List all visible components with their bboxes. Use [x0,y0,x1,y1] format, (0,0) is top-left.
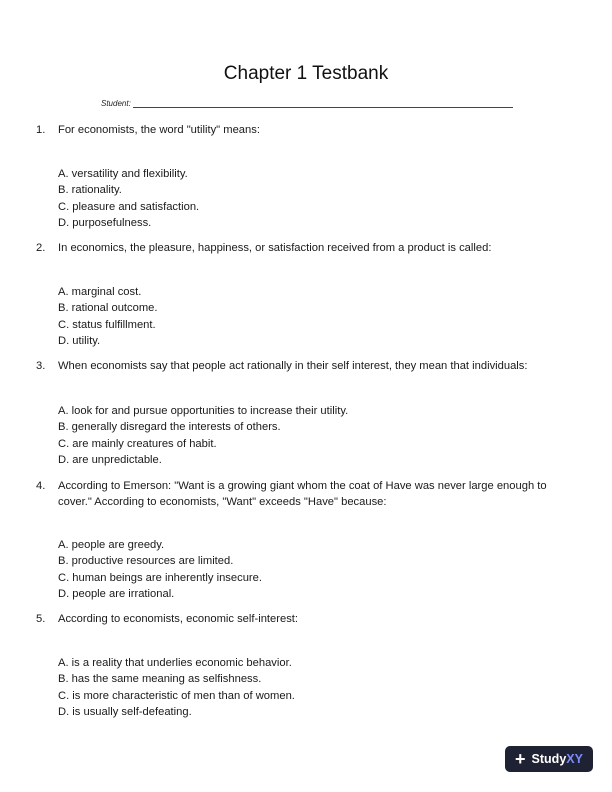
question-number: 3. [36,360,46,372]
question-stem: In economics, the pleasure, happiness, or satisfaction received from a product is called: [58,242,492,254]
answer-option[interactable]: B. generally disregard the interests of others. [58,421,281,434]
question-stem: According to Emerson: "Want is a growing giant whom the coat of Have was never large enough to cover." According to economists, "Want" exceeds "Have" because: [58,480,547,508]
answer-option[interactable]: C. status fulfillment. [58,318,156,331]
question-2-options [58,284,158,349]
brand-accent: XY [566,752,583,766]
answer-option[interactable]: C. is more characteristic of men than of women. [58,689,295,702]
question-1 [36,123,576,139]
question-5-options [58,655,295,720]
brand-main: Study [531,752,567,766]
question-number: 5. [36,613,46,625]
question-4 [36,479,576,510]
answer-option[interactable]: D. is usually self-defeating. [58,705,192,718]
brand-name [532,752,583,766]
student-label: Student: [101,99,131,108]
plus-icon: + [515,749,526,769]
answer-option[interactable]: A. marginal cost. [58,286,142,298]
question-stem: According to economists, economic self-interest: [58,613,299,625]
question-5 [36,612,576,628]
answer-option[interactable]: A. people are greedy. [58,539,165,551]
answer-option[interactable]: B. rational outcome. [58,302,158,315]
student-field[interactable] [101,99,513,108]
question-2 [36,241,576,257]
answer-option[interactable]: D. purposefulness. [58,216,152,229]
question-4-options [58,537,262,602]
student-name-line[interactable] [133,99,513,108]
answer-option[interactable]: D. utility. [58,334,101,347]
answer-option[interactable]: C. pleasure and satisfaction. [58,200,200,213]
answer-option[interactable]: C. are mainly creatures of habit. [58,437,217,450]
question-3 [36,359,576,375]
question-number: 2. [36,242,46,254]
question-1-options [58,166,199,231]
answer-option[interactable]: C. human beings are inherently insecure. [58,571,262,584]
question-stem: When economists say that people act rationally in their self interest, they mean that individuals: [58,360,528,372]
answer-option[interactable]: A. is a reality that underlies economic behavior. [58,657,292,669]
answer-option[interactable]: A. look for and pursue opportunities to increase their utility. [58,405,349,417]
answer-option[interactable]: D. people are irrational. [58,587,175,600]
studyxy-badge[interactable] [505,746,593,772]
question-number: 4. [36,480,46,492]
answer-option[interactable]: B. productive resources are limited. [58,555,234,568]
answer-option[interactable]: D. are unpredictable. [58,453,162,466]
answer-option[interactable]: A. versatility and flexibility. [58,168,188,180]
page-title: Chapter 1 Testbank [223,63,389,84]
question-3-options [58,403,348,468]
answer-option[interactable]: B. has the same meaning as selfishness. [58,673,262,686]
question-number: 1. [36,124,46,136]
answer-option[interactable]: B. rationality. [58,184,122,197]
question-stem: For economists, the word "utility" means: [58,124,260,136]
